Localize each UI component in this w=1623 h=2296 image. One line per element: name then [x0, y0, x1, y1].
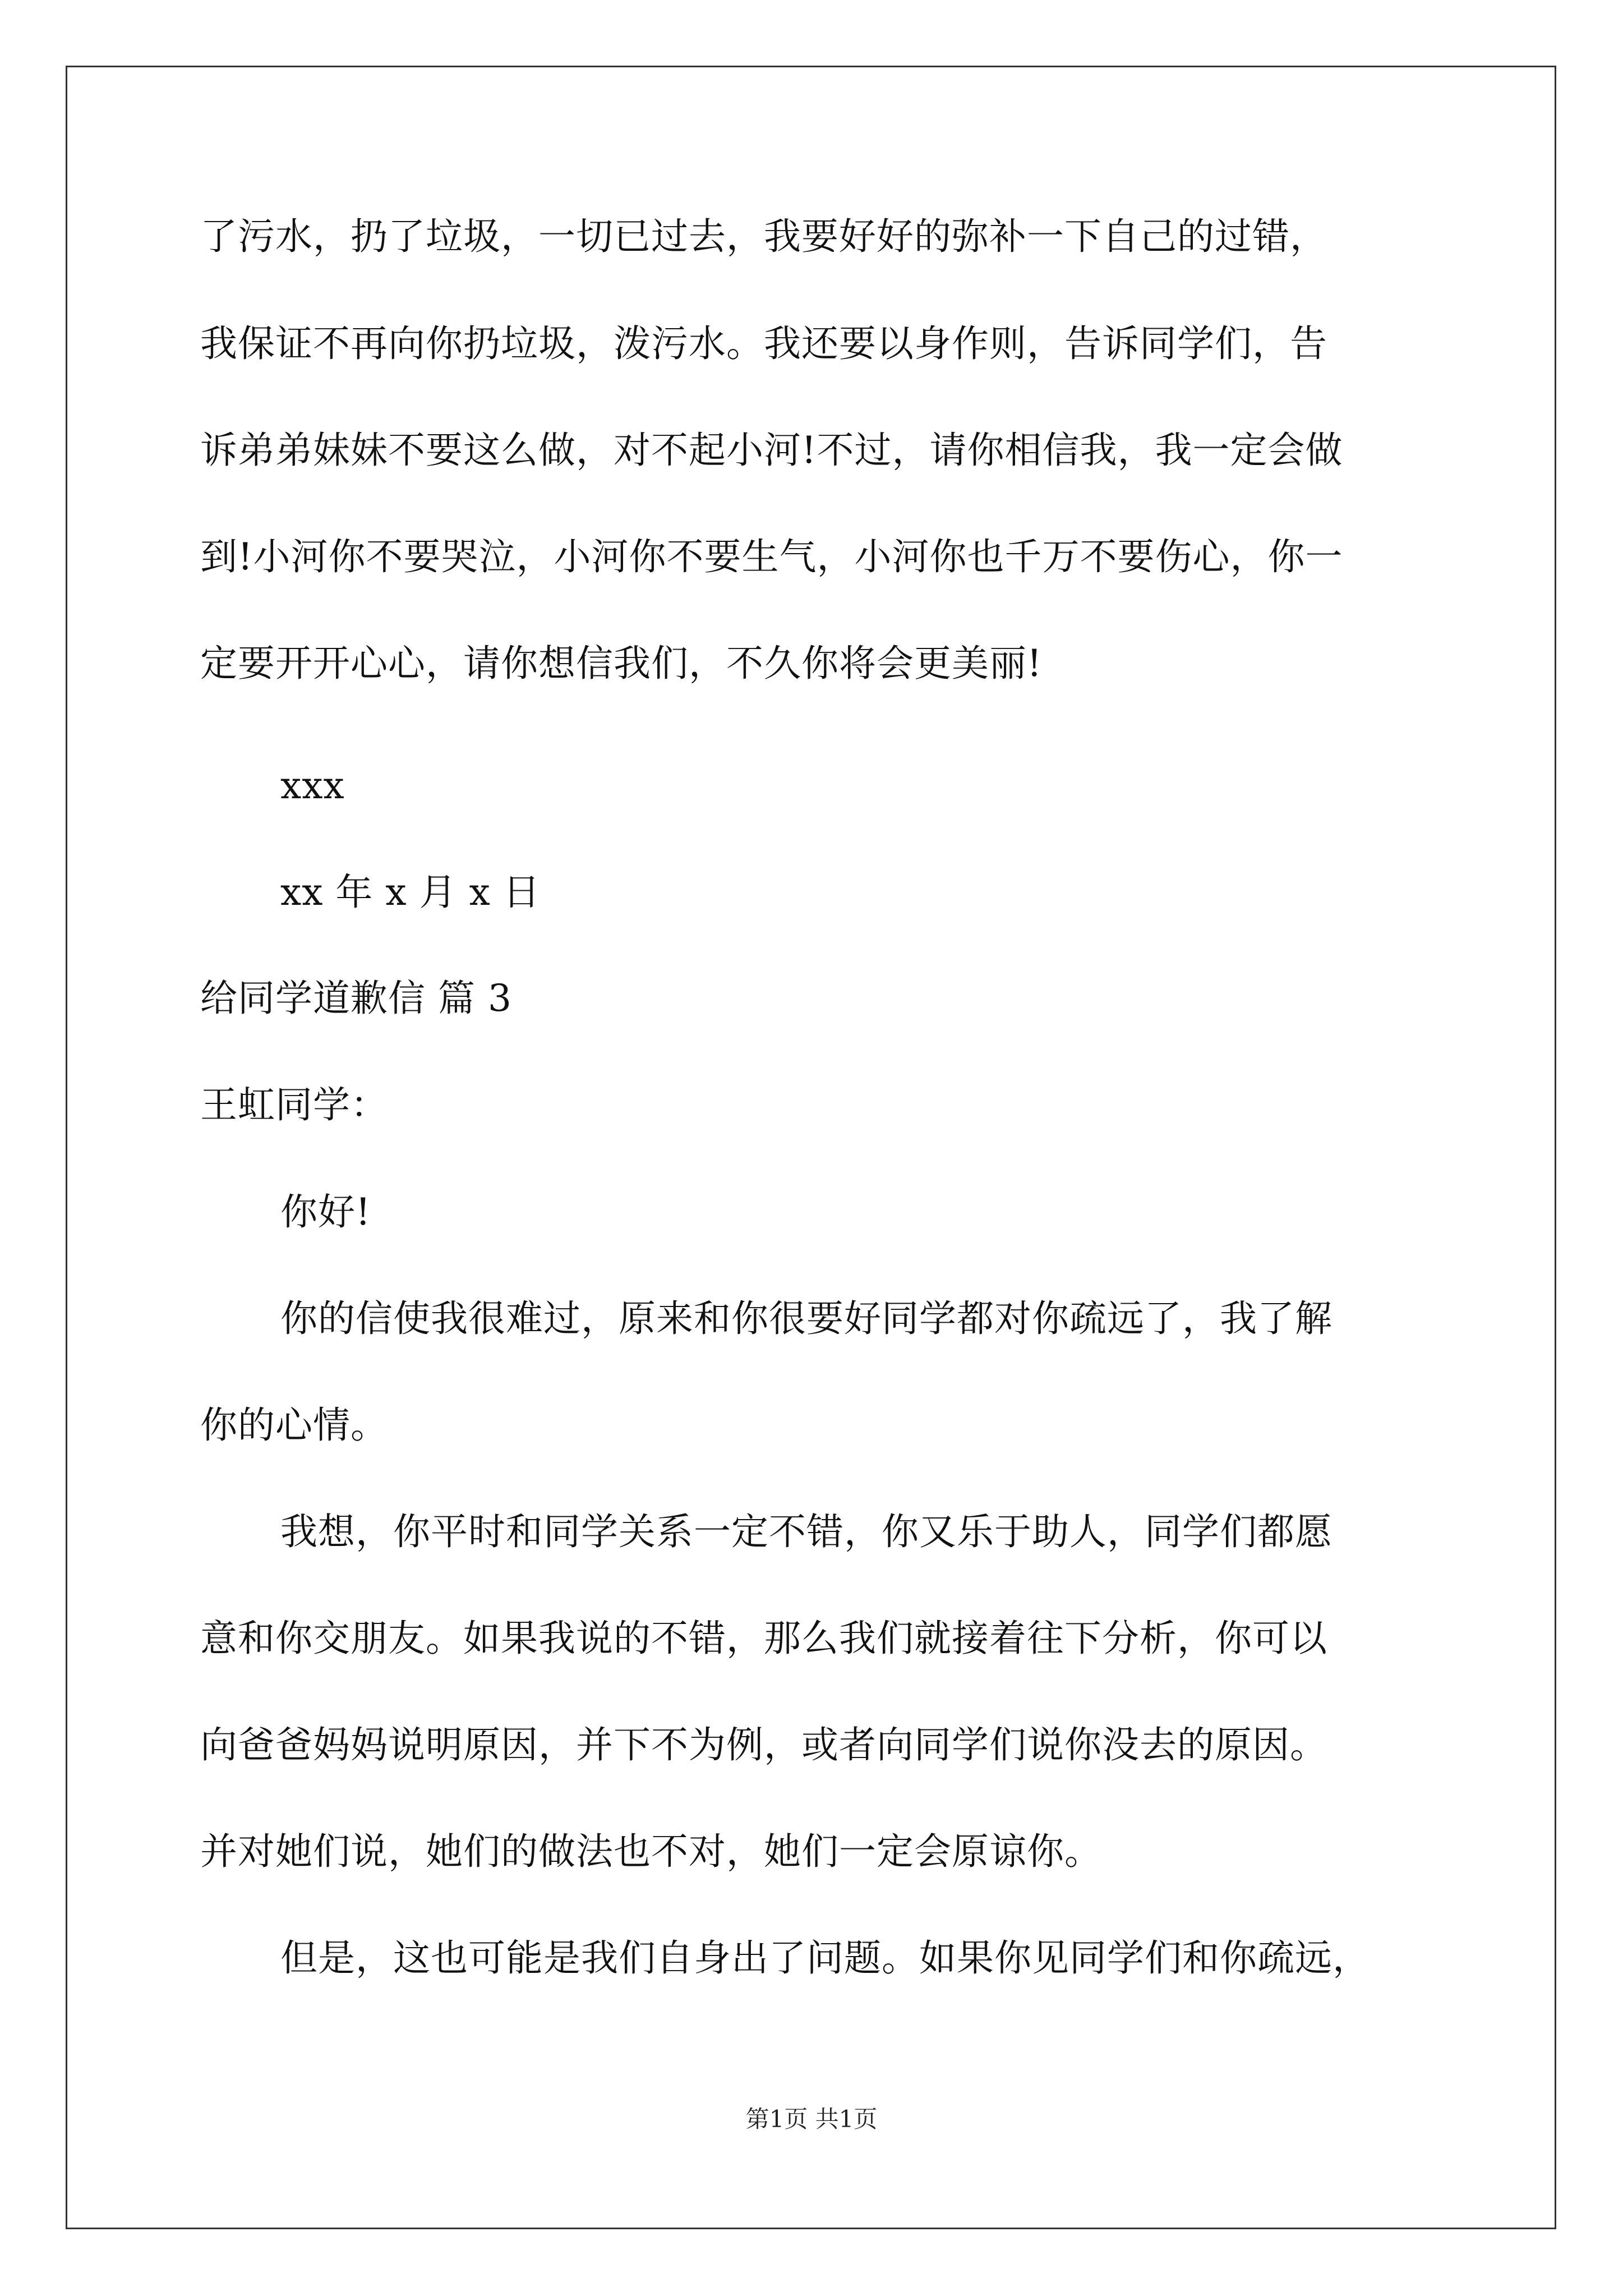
section-heading: 给同学道歉信 篇 3 — [200, 977, 512, 1020]
text-line-11: 你的信使我很难过，原来和你很要好同学都对你疏远了，我了解 — [280, 1297, 1332, 1340]
text-line-1: 了污水，扔了垃圾，一切已过去，我要好好的弥补一下自己的过错， — [200, 215, 1327, 258]
greeting: 你好! — [280, 1190, 371, 1234]
page-footer: 第1页 共1页 — [745, 2105, 878, 2133]
text-line-15: 向爸爸妈妈说明原因，并下不为例，或者向同学们说你没去的原因。 — [200, 1723, 1327, 1766]
page-border — [66, 66, 1556, 2229]
text-line-4: 到!小河你不要哭泣，小河你不要生气，小河你也千万不要伤心，你一 — [200, 535, 1343, 578]
text-line-17: 但是，这也可能是我们自身出了问题。如果你见同学们和你疏远， — [280, 1936, 1370, 1980]
salutation: 王虹同学： — [200, 1083, 388, 1126]
text-line-12: 你的心情。 — [200, 1404, 388, 1447]
text-line-5: 定要开开心心，请你想信我们，不久你将会更美丽! — [200, 642, 1043, 685]
letter-date: xx 年 x 月 x 日 — [280, 871, 541, 914]
text-line-13: 我想，你平时和同学关系一定不错，你又乐于助人，同学们都愿 — [280, 1510, 1332, 1553]
text-line-16: 并对她们说，她们的做法也不对，她们一定会原谅你。 — [200, 1830, 1102, 1873]
text-line-2: 我保证不再向你扔垃圾，泼污水。我还要以身作则，告诉同学们，告 — [200, 322, 1327, 365]
signature: xxx — [280, 764, 345, 807]
text-line-14: 意和你交朋友。如果我说的不错，那么我们就接着往下分析，你可以 — [200, 1617, 1327, 1660]
text-line-3: 诉弟弟妹妹不要这么做，对不起小河!不过，请你相信我，我一定会做 — [200, 429, 1343, 472]
